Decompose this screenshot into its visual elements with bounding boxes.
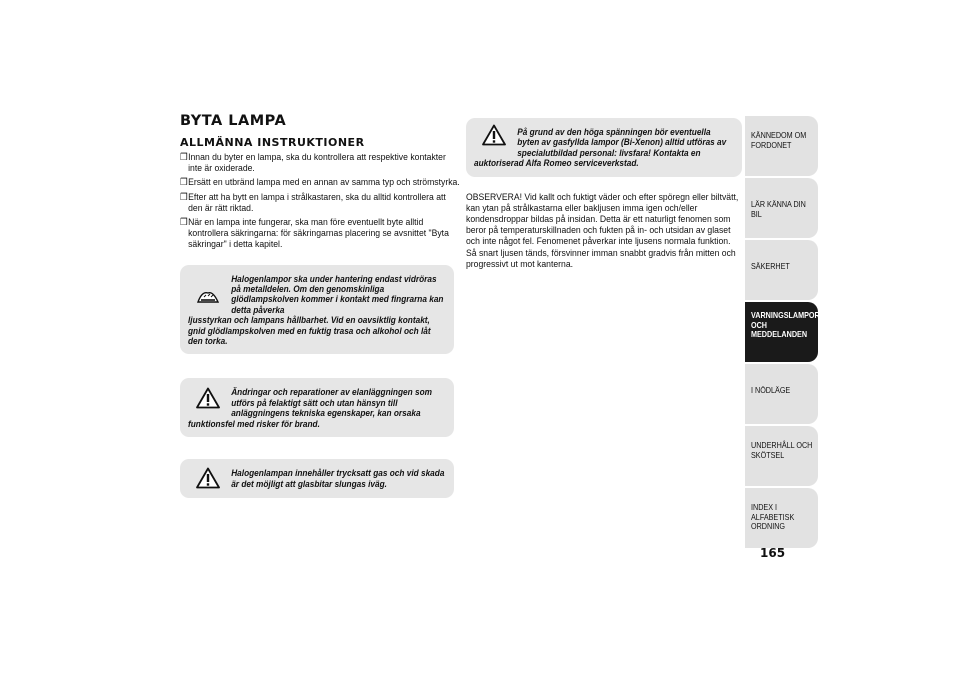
instruction-list bbox=[180, 152, 460, 251]
page-number: 165 bbox=[760, 546, 786, 560]
tab-sakerhet[interactable]: SÄKERHET bbox=[745, 240, 818, 300]
right-column bbox=[466, 118, 742, 270]
list-item: ❒ Efter att ha bytt en lampa i strålkastaren, ska du alltid kontrollera att den är rätt riktad. bbox=[180, 191, 446, 214]
tab-kannedom[interactable]: KÄNNEDOM OM FORDONET bbox=[745, 116, 818, 176]
modifications-warning-note bbox=[180, 378, 454, 437]
tab-nodlage[interactable]: I NÖDLÄGE bbox=[745, 364, 818, 424]
tab-underhall[interactable]: UNDERHÅLL OCH SKÖTSEL bbox=[745, 426, 818, 486]
left-column bbox=[180, 112, 460, 498]
checkbox-bullet-icon: ❒ bbox=[180, 152, 188, 163]
tab-varningslampor[interactable]: VARNINGSLAMPOR OCH MEDDELANDEN bbox=[745, 302, 818, 362]
pressurised-gas-warning-note bbox=[180, 459, 454, 498]
note-text: Halogenlampan innehåller trycksatt gas och vid skada är det möjligt att glasbitar slungas iväg. bbox=[231, 468, 445, 489]
tab-index[interactable]: INDEX I ALFABETISK ORDNING bbox=[745, 488, 818, 548]
observera-paragraph: OBSERVERA! Vid kallt och fuktigt väder och efter spöregn eller biltvätt, kan ytan på strålkastarna eller bakljusen imma igen och/eller kondensdroppar bildas på insidan. Detta är ett naturligt fenomen som beror på temperaturskillnaden och fukten på in- och utsidan av glaset och inte något fel. Fenomenet påverkar inte ljusens normala funktion. Så snart ljusen tänds, försvinner imman snabbt gradvis från mitten och progressivt ut mot kanterna. bbox=[466, 191, 739, 270]
note-text: funktionsfel med risker för brand. bbox=[188, 418, 320, 429]
checkbox-bullet-icon: ❒ bbox=[180, 191, 188, 203]
note-text: Ändringar och reparationer av elanläggningen som utförs på felaktigt sätt och utan hänsyn till anläggningens tekniska egenskaper, kan orsaka bbox=[231, 387, 432, 419]
note-text: ljusstyrkan och lampans hållbarhet. Vid en oavsiktlig kontakt, gnid glödlampskolven med en fuktig trasa och alkohol och låt den torka. bbox=[188, 315, 431, 347]
list-item: ❒ Innan du byter en lampa, ska du kontrollera att respektive kontakter inte är oxiderade. bbox=[180, 152, 446, 175]
note-text: På grund av den höga spänningen bör eventuella byten av gasfyllda lampor (Bi-Xenon) alltid utföras av specialutbildad personal: livsfara! Kontakta en bbox=[517, 127, 727, 158]
tab-lar-kanna[interactable]: LÄR KÄNNA DIN BIL bbox=[745, 178, 818, 238]
checkbox-bullet-icon: ❒ bbox=[180, 177, 188, 189]
xenon-warning-note bbox=[466, 118, 742, 177]
page-title: BYTA LAMPA bbox=[180, 113, 287, 129]
checkbox-bullet-icon: ❒ bbox=[180, 217, 188, 229]
note-text: Halogenlampor ska under hantering endast vidröras på metalldelen. Om den genomskinliga glödlampskolven kommer i kontakt med fingrarna kan detta påverka bbox=[231, 273, 444, 315]
list-item: ❒ När en lampa inte fungerar, ska man före eventuellt byte alltid kontrollera säkringarna: för säkringarnas placering se avsnittet "Byta säkringar" i detta kapitel. bbox=[180, 217, 449, 251]
list-item: ❒ Ersätt en utbränd lampa med en annan av samma typ och strömstyrka. bbox=[180, 177, 460, 189]
chapter-tabs bbox=[745, 116, 818, 550]
section-heading: ALLMÄNNA INSTRUKTIONER bbox=[180, 136, 365, 149]
note-text: auktoriserad Alfa Romeo serviceverkstad. bbox=[474, 158, 639, 169]
halogen-handling-note bbox=[180, 265, 454, 355]
